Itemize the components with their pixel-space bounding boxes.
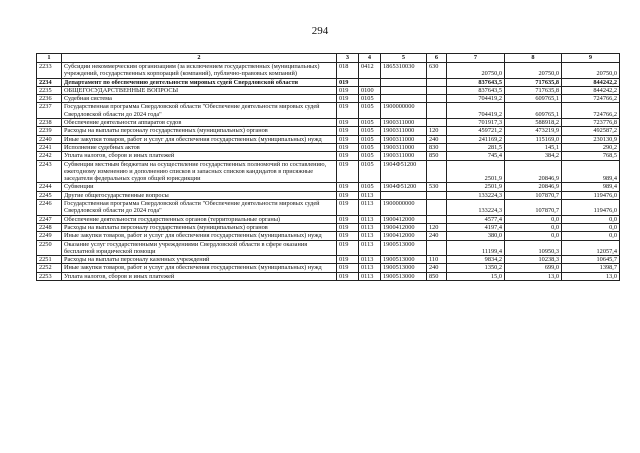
item-name: Субсидии некоммерческим организациям (за исключением государственных (муниципальных) учреждений, государственных корпораций (компаний), публично-правовых компаний) — [62, 63, 337, 79]
article-code — [381, 191, 427, 199]
table-row — [37, 215, 620, 223]
item-name: Департамент по обеспечению деятельности мировых судей Свердловской области — [62, 78, 337, 86]
amount-year-2: 0,0 — [505, 223, 562, 231]
amount-year-2: 107870,7 — [505, 191, 562, 199]
amount-year-2: 717635,8 — [505, 78, 562, 86]
section-code: 0113 — [359, 215, 381, 223]
row-number: 2245 — [37, 191, 62, 199]
row-number: 2242 — [37, 152, 62, 160]
amount-year-3: 0,0 — [562, 232, 620, 240]
row-number: 2236 — [37, 95, 62, 103]
expense-type-code — [427, 103, 447, 119]
amount-year-2: 588918,2 — [505, 119, 562, 127]
section-code: 0105 — [359, 119, 381, 127]
department-code: 019 — [337, 86, 359, 94]
section-code: 0113 — [359, 264, 381, 272]
table-row — [37, 264, 620, 272]
amount-year-1: 133224,3 — [447, 200, 505, 216]
department-code: 019 — [337, 78, 359, 86]
article-code: 1900000000 — [381, 200, 427, 216]
section-code: 0105 — [359, 160, 381, 183]
expense-type-code — [427, 215, 447, 223]
row-number: 2234 — [37, 78, 62, 86]
article-code: 1900513000 — [381, 240, 427, 256]
table-row — [37, 143, 620, 151]
amount-year-1: 704419,2 — [447, 95, 505, 103]
amount-year-1: 4197,4 — [447, 223, 505, 231]
item-name: Судебная система — [62, 95, 337, 103]
article-code: 1900513000 — [381, 256, 427, 264]
item-name: Иные закупки товаров, работ и услуг для обеспечения государственных (муниципальных) нужд — [62, 232, 337, 240]
column-header: 8 — [505, 54, 562, 63]
article-code — [381, 86, 427, 94]
amount-year-1: 701917,3 — [447, 119, 505, 127]
amount-year-1: 281,5 — [447, 143, 505, 151]
expense-type-code: 630 — [427, 63, 447, 79]
table-header-row — [37, 54, 620, 63]
amount-year-2: 717635,8 — [505, 86, 562, 94]
row-number: 2246 — [37, 200, 62, 216]
amount-year-1: 4577,4 — [447, 215, 505, 223]
section-code: 0113 — [359, 223, 381, 231]
article-code: 1900311000 — [381, 127, 427, 135]
amount-year-3: 844242,2 — [562, 86, 620, 94]
item-name: ОБЩЕГОСУДАРСТВЕННЫЕ ВОПРОСЫ — [62, 86, 337, 94]
article-code: 1904Ф51200 — [381, 160, 427, 183]
table-row — [37, 256, 620, 264]
table-row — [37, 232, 620, 240]
amount-year-3: 723776,8 — [562, 119, 620, 127]
department-code: 019 — [337, 256, 359, 264]
amount-year-3: 290,2 — [562, 143, 620, 151]
amount-year-1: 241169,2 — [447, 135, 505, 143]
amount-year-2: 473219,9 — [505, 127, 562, 135]
amount-year-3: 724766,2 — [562, 103, 620, 119]
department-code: 019 — [337, 183, 359, 191]
section-code: 0113 — [359, 240, 381, 256]
section-code: 0105 — [359, 152, 381, 160]
table-row — [37, 103, 620, 119]
row-number: 2237 — [37, 103, 62, 119]
amount-year-1: 133224,3 — [447, 191, 505, 199]
amount-year-2: 20846,9 — [505, 160, 562, 183]
amount-year-1: 2501,9 — [447, 160, 505, 183]
table-row — [37, 191, 620, 199]
article-code: 1904Ф51200 — [381, 183, 427, 191]
table-row — [37, 63, 620, 79]
expense-type-code: 850 — [427, 152, 447, 160]
amount-year-1: 704419,2 — [447, 103, 505, 119]
department-code: 019 — [337, 95, 359, 103]
section-code: 0105 — [359, 183, 381, 191]
amount-year-2: 0,0 — [505, 232, 562, 240]
amount-year-1: 459721,2 — [447, 127, 505, 135]
item-name: Оказание услуг государственными учреждениями Свердловской области в сфере оказания бесплатной юридической помощи — [62, 240, 337, 256]
expense-type-code: 530 — [427, 183, 447, 191]
row-number: 2233 — [37, 63, 62, 79]
department-code: 019 — [337, 160, 359, 183]
amount-year-1: 2501,9 — [447, 183, 505, 191]
expense-type-code: 830 — [427, 143, 447, 151]
item-name: Уплата налогов, сборов и иных платежей — [62, 152, 337, 160]
amount-year-2: 10950,3 — [505, 240, 562, 256]
expense-type-code — [427, 160, 447, 183]
amount-year-2: 10238,3 — [505, 256, 562, 264]
expense-type-code — [427, 86, 447, 94]
row-number: 2252 — [37, 264, 62, 272]
expense-type-code — [427, 240, 447, 256]
amount-year-1: 15,0 — [447, 272, 505, 280]
amount-year-1: 380,0 — [447, 232, 505, 240]
section-code: 0105 — [359, 143, 381, 151]
column-header: 5 — [381, 54, 427, 63]
column-header: 6 — [427, 54, 447, 63]
section-code: 0113 — [359, 272, 381, 280]
department-code: 019 — [337, 232, 359, 240]
expense-type-code — [427, 191, 447, 199]
amount-year-3: 1398,7 — [562, 264, 620, 272]
item-name: Уплата налогов, сборов и иных платежей — [62, 272, 337, 280]
amount-year-1: 9834,2 — [447, 256, 505, 264]
amount-year-3: 989,4 — [562, 183, 620, 191]
article-code: 1900311000 — [381, 143, 427, 151]
item-name: Государственная программа Свердловской области "Обеспечение деятельности мировых судей Свердловской области до 2024 года" — [62, 200, 337, 216]
table-row — [37, 223, 620, 231]
row-number: 2249 — [37, 232, 62, 240]
department-code: 019 — [337, 119, 359, 127]
article-code: 1900513000 — [381, 264, 427, 272]
article-code — [381, 95, 427, 103]
amount-year-3: 230130,9 — [562, 135, 620, 143]
section-code: 0113 — [359, 256, 381, 264]
department-code: 019 — [337, 127, 359, 135]
section-code: 0105 — [359, 95, 381, 103]
item-name: Субвенции местным бюджетам на осуществление государственных полномочий по составлению, ежегодному изменению и дополнению списков и запасных списков кандидатов в присяжные заседатели федеральных судов общей юрисдикции — [62, 160, 337, 183]
table-row — [37, 86, 620, 94]
article-code: 1865310030 — [381, 63, 427, 79]
column-header: 9 — [562, 54, 620, 63]
amount-year-2: 609765,1 — [505, 95, 562, 103]
table-row — [37, 78, 620, 86]
expense-type-code — [427, 200, 447, 216]
item-name: Государственная программа Свердловской области "Обеспечение деятельности мировых судей Свердловской области до 2024 года" — [62, 103, 337, 119]
item-name: Иные закупки товаров, работ и услуг для обеспечения государственных (муниципальных) нужд — [62, 264, 337, 272]
section-code: 0412 — [359, 63, 381, 79]
department-code: 019 — [337, 191, 359, 199]
amount-year-3: 768,5 — [562, 152, 620, 160]
amount-year-3: 844242,2 — [562, 78, 620, 86]
row-number: 2251 — [37, 256, 62, 264]
item-name: Расходы на выплаты персоналу государственных (муниципальных) органов — [62, 223, 337, 231]
expense-type-code: 850 — [427, 272, 447, 280]
amount-year-1: 837643,5 — [447, 86, 505, 94]
item-name: Исполнение судебных актов — [62, 143, 337, 151]
expense-type-code — [427, 95, 447, 103]
row-number: 2241 — [37, 143, 62, 151]
section-code — [359, 78, 381, 86]
amount-year-1: 11199,4 — [447, 240, 505, 256]
department-code: 019 — [337, 223, 359, 231]
article-code: 1900000000 — [381, 103, 427, 119]
section-code: 0105 — [359, 127, 381, 135]
amount-year-3: 12057,4 — [562, 240, 620, 256]
section-code: 0105 — [359, 135, 381, 143]
row-number: 2238 — [37, 119, 62, 127]
article-code — [381, 78, 427, 86]
expense-type-code: 120 — [427, 223, 447, 231]
table-row — [37, 160, 620, 183]
budget-table — [36, 53, 620, 281]
expense-type-code — [427, 119, 447, 127]
amount-year-2: 115169,0 — [505, 135, 562, 143]
amount-year-3: 0,0 — [562, 215, 620, 223]
section-code: 0113 — [359, 191, 381, 199]
section-code: 0100 — [359, 86, 381, 94]
department-code: 019 — [337, 152, 359, 160]
table-body — [37, 63, 620, 281]
amount-year-1: 837643,5 — [447, 78, 505, 86]
section-code: 0113 — [359, 200, 381, 216]
column-header: 3 — [337, 54, 359, 63]
department-code: 019 — [337, 272, 359, 280]
column-header: 7 — [447, 54, 505, 63]
column-header: 2 — [62, 54, 337, 63]
amount-year-1: 20750,0 — [447, 63, 505, 79]
department-code: 019 — [337, 135, 359, 143]
table-row — [37, 127, 620, 135]
table-row — [37, 95, 620, 103]
table-row — [37, 240, 620, 256]
table-row — [37, 135, 620, 143]
amount-year-3: 13,0 — [562, 272, 620, 280]
table-row — [37, 200, 620, 216]
expense-type-code: 240 — [427, 135, 447, 143]
item-name: Расходы на выплаты персоналу государственных (муниципальных) органов — [62, 127, 337, 135]
amount-year-2: 609765,1 — [505, 103, 562, 119]
department-code: 019 — [337, 240, 359, 256]
expense-type-code: 240 — [427, 264, 447, 272]
amount-year-2: 107870,7 — [505, 200, 562, 216]
expense-type-code — [427, 78, 447, 86]
amount-year-2: 384,2 — [505, 152, 562, 160]
section-code: 0113 — [359, 232, 381, 240]
amount-year-2: 13,0 — [505, 272, 562, 280]
amount-year-1: 745,4 — [447, 152, 505, 160]
row-number: 2250 — [37, 240, 62, 256]
row-number: 2240 — [37, 135, 62, 143]
item-name: Другие общегосударственные вопросы — [62, 191, 337, 199]
article-code: 1900412000 — [381, 223, 427, 231]
article-code: 1900311000 — [381, 135, 427, 143]
expense-type-code: 120 — [427, 127, 447, 135]
column-header: 1 — [37, 54, 62, 63]
amount-year-3: 10645,7 — [562, 256, 620, 264]
table-row — [37, 183, 620, 191]
row-number: 2244 — [37, 183, 62, 191]
amount-year-2: 145,1 — [505, 143, 562, 151]
article-code: 1900513000 — [381, 272, 427, 280]
amount-year-3: 724766,2 — [562, 95, 620, 103]
amount-year-2: 20846,9 — [505, 183, 562, 191]
table-row — [37, 152, 620, 160]
amount-year-1: 1350,2 — [447, 264, 505, 272]
row-number: 2248 — [37, 223, 62, 231]
row-number: 2235 — [37, 86, 62, 94]
item-name: Обеспечение деятельности аппаратов судов — [62, 119, 337, 127]
item-name: Расходы на выплаты персоналу казенных учреждений — [62, 256, 337, 264]
article-code: 1900412000 — [381, 215, 427, 223]
department-code: 019 — [337, 215, 359, 223]
amount-year-2: 699,0 — [505, 264, 562, 272]
section-code: 0105 — [359, 103, 381, 119]
row-number: 2253 — [37, 272, 62, 280]
amount-year-3: 989,4 — [562, 160, 620, 183]
expense-type-code: 240 — [427, 232, 447, 240]
department-code: 019 — [337, 200, 359, 216]
item-name: Субвенции — [62, 183, 337, 191]
table-row — [37, 119, 620, 127]
amount-year-3: 119476,0 — [562, 191, 620, 199]
amount-year-3: 492587,2 — [562, 127, 620, 135]
department-code: 019 — [337, 143, 359, 151]
article-code: 1900412000 — [381, 232, 427, 240]
item-name: Иные закупки товаров, работ и услуг для обеспечения государственных (муниципальных) нужд — [62, 135, 337, 143]
column-header: 4 — [359, 54, 381, 63]
table-row — [37, 272, 620, 280]
row-number: 2247 — [37, 215, 62, 223]
amount-year-3: 20750,0 — [562, 63, 620, 79]
department-code: 019 — [337, 264, 359, 272]
article-code: 1900311000 — [381, 152, 427, 160]
page-number: 294 — [311, 25, 329, 37]
amount-year-3: 0,0 — [562, 223, 620, 231]
amount-year-2: 0,0 — [505, 215, 562, 223]
row-number: 2243 — [37, 160, 62, 183]
amount-year-2: 20750,0 — [505, 63, 562, 79]
department-code: 018 — [337, 63, 359, 79]
item-name: Обеспечение деятельности государственных органов (территориальные органы) — [62, 215, 337, 223]
amount-year-3: 119476,0 — [562, 200, 620, 216]
row-number: 2239 — [37, 127, 62, 135]
expense-type-code: 110 — [427, 256, 447, 264]
department-code: 019 — [337, 103, 359, 119]
article-code: 1900311000 — [381, 119, 427, 127]
